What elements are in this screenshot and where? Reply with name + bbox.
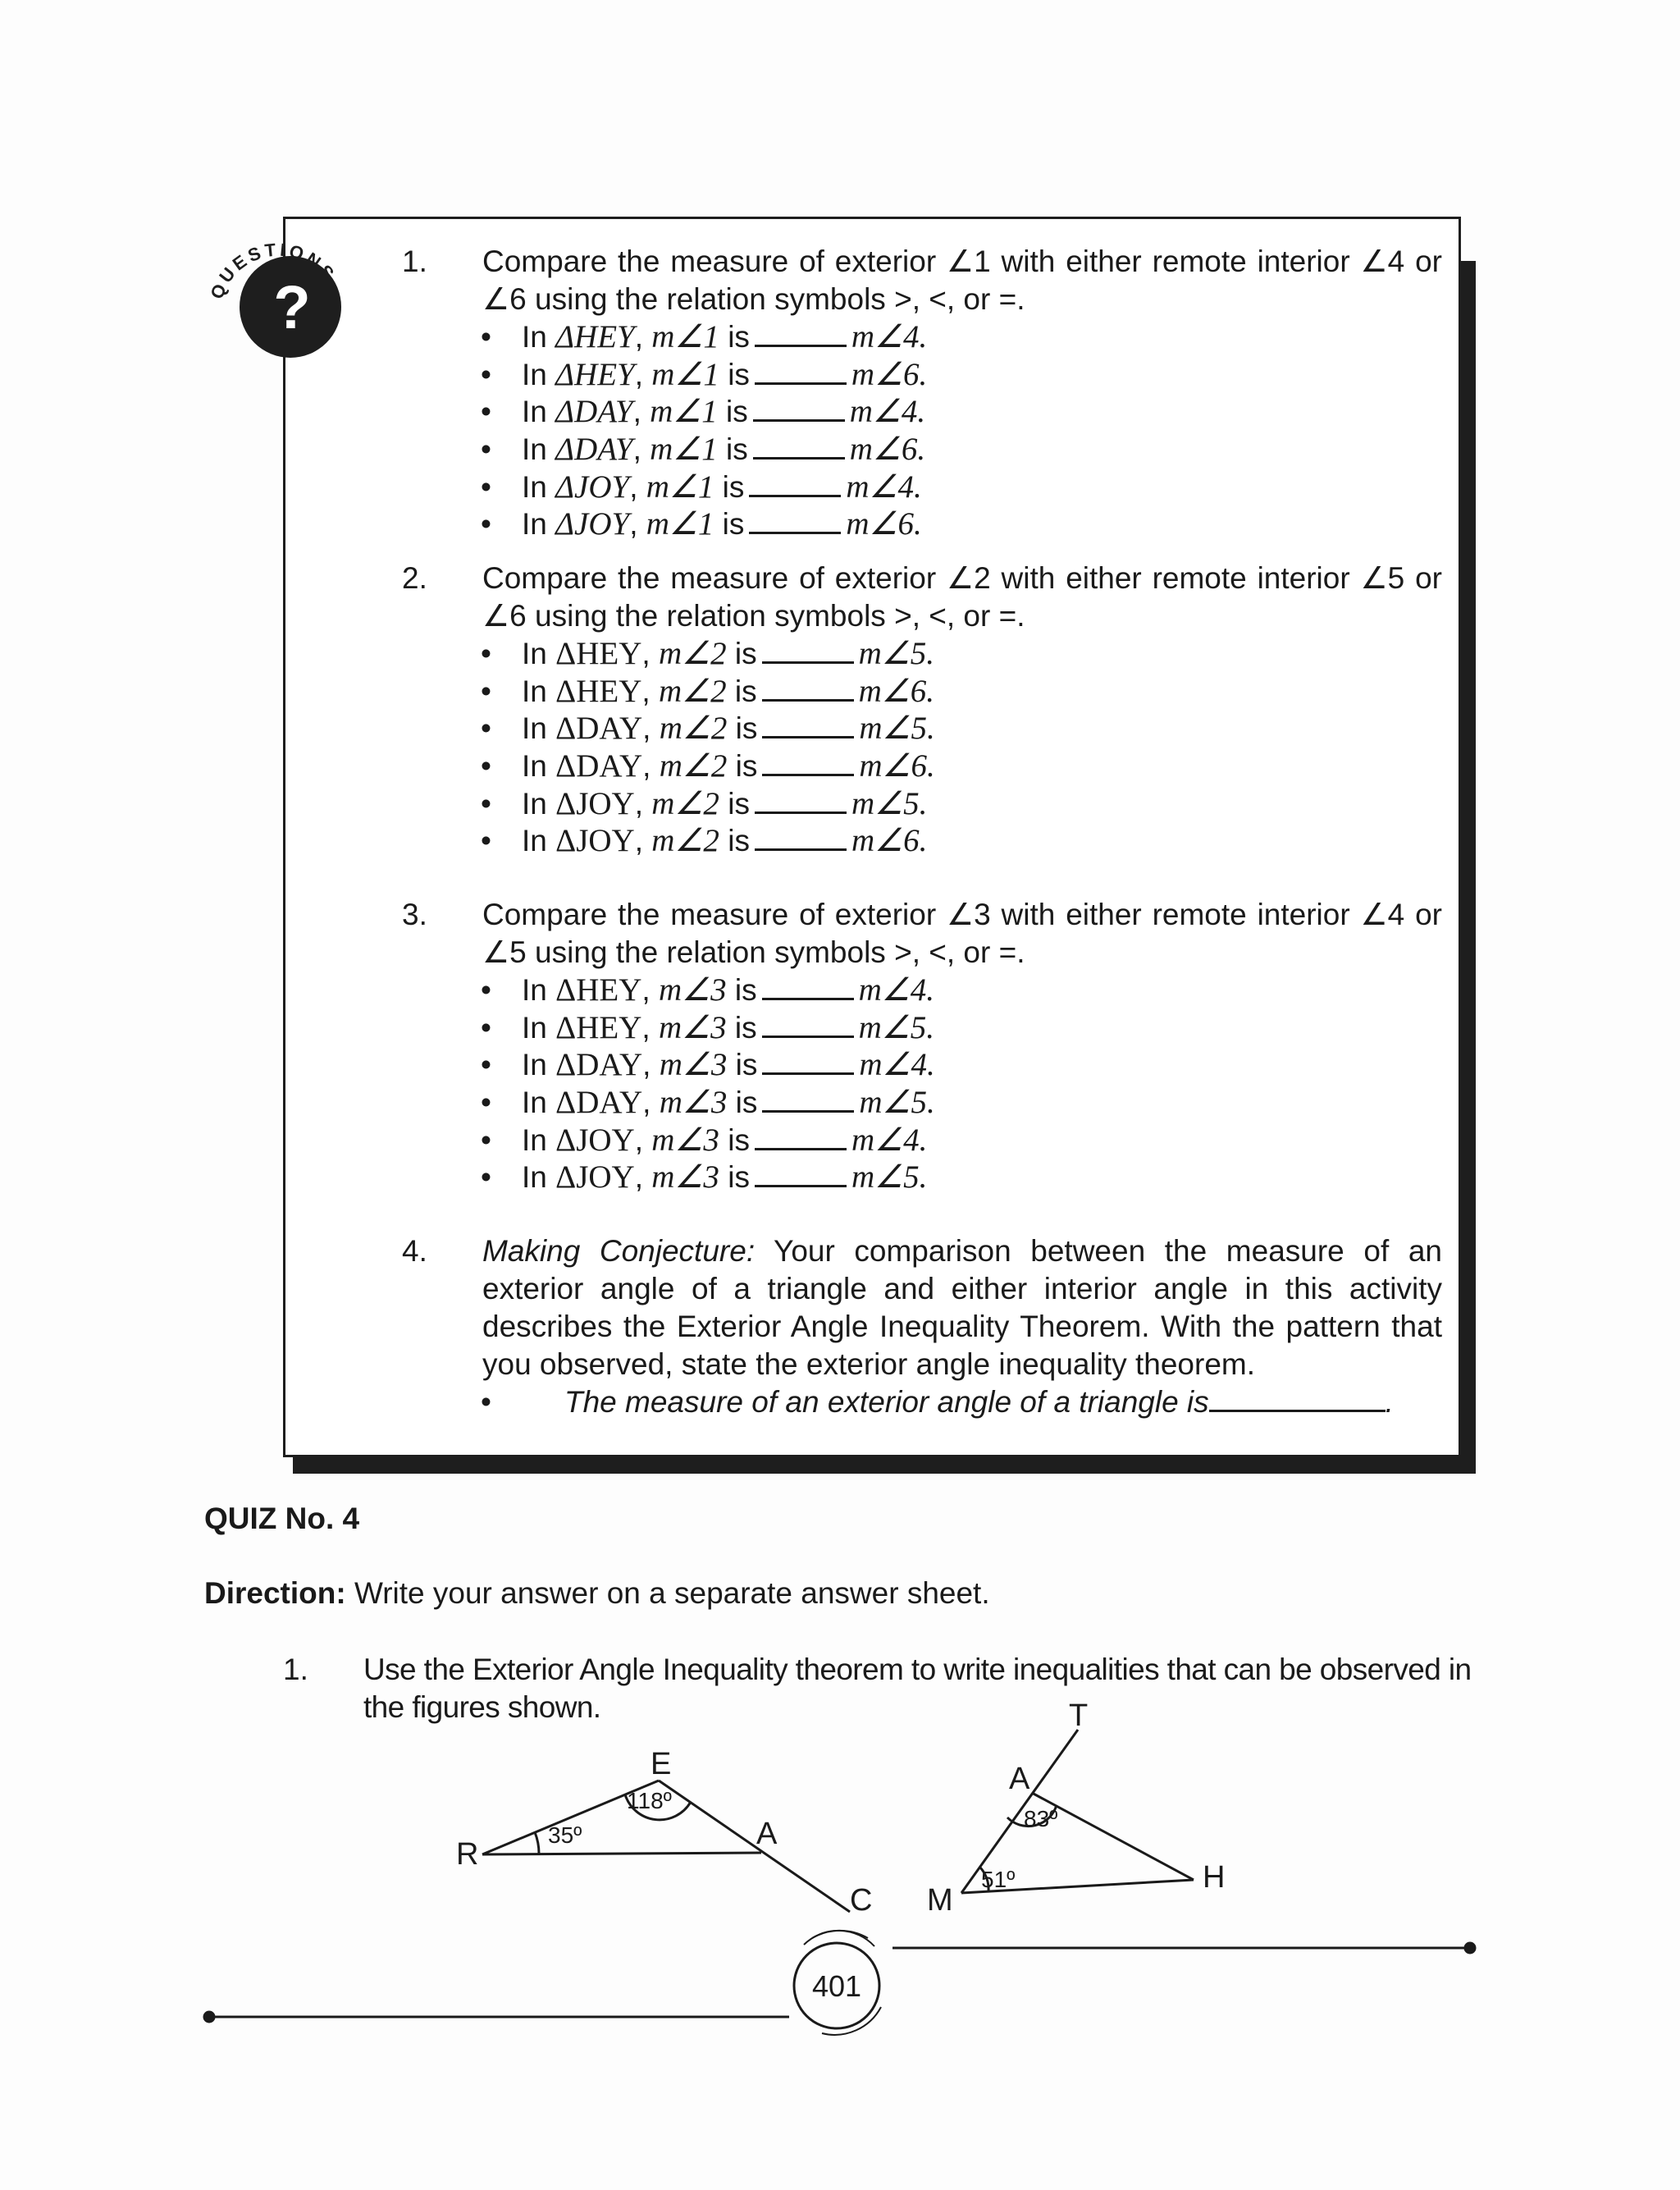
compared-angle: m∠4. (849, 394, 926, 430)
angle-measure: m∠3 (651, 1122, 719, 1158)
bullet-dot: • (481, 786, 491, 821)
bullet-suffix: is (717, 432, 748, 467)
bullet-suffix: is (719, 786, 750, 821)
triangle-name: ΔJOY (555, 1159, 635, 1196)
bullet-prefix: In (522, 1086, 556, 1120)
separator: , (642, 1086, 660, 1120)
compared-angle: m∠5. (851, 1159, 928, 1196)
triangle-name: ΔHEY (555, 1009, 642, 1045)
bullet-prefix: In (522, 973, 556, 1007)
question-4-body: Your comparison between the measure of an exterior angle of a triangle and either interior angle in this activity describes the Exterior Angle Inequality Theorem. With the pattern that you observed, state the exterior angle inequality theorem. (482, 1234, 1442, 1381)
compared-angle: m∠6. (849, 432, 926, 468)
compared-angle: m∠4. (846, 469, 922, 505)
bullet-prefix: In (522, 357, 556, 391)
separator: , (634, 320, 652, 354)
bullet-suffix: is (719, 824, 750, 858)
compared-angle: m∠6. (859, 748, 935, 784)
fig2-label-A: A (1009, 1762, 1030, 1796)
bullet-dot: • (481, 1160, 491, 1195)
bullet-prefix: In (522, 824, 556, 858)
bullet-suffix: is (727, 1048, 758, 1082)
fig2-label-T: T (1069, 1699, 1089, 1733)
fig1-label-C: C (850, 1883, 873, 1918)
quiz-item-text: Use the Exterior Angle Inequality theorem to write inequalities that can be observed in the figures shown. (363, 1653, 1472, 1724)
bullet-suffix: is (719, 1160, 750, 1195)
compared-angle: m∠5. (859, 1085, 935, 1121)
bullet-dot: • (481, 320, 491, 354)
bullet-prefix: In (522, 749, 556, 784)
separator: , (634, 1160, 652, 1195)
bullet-suffix: is (714, 469, 745, 504)
fig1-angle-E: 118º (627, 1788, 672, 1813)
triangle-name: ΔJOY (555, 1122, 635, 1158)
bullet-dot: • (481, 674, 491, 708)
making-conjecture-label: Making Conjecture: (482, 1234, 756, 1268)
bullet-suffix: is (727, 711, 758, 746)
bullet-dot: • (481, 1048, 491, 1082)
fig1-label-A: A (756, 1817, 778, 1851)
triangle-name: ΔDAY (555, 432, 633, 468)
bullet-suffix: is (717, 395, 748, 429)
bullet-dot: • (481, 1122, 491, 1157)
angle-measure: m∠3 (659, 1047, 728, 1083)
angle-measure: m∠3 (651, 1159, 719, 1196)
bullet-prefix: In (522, 711, 556, 746)
bullet-prefix: In (522, 674, 556, 708)
bullet-dot: • (481, 1385, 491, 1419)
bullet-dot: • (481, 637, 491, 670)
compared-angle: m∠6. (846, 506, 922, 542)
separator: , (629, 469, 646, 504)
angle-measure: m∠3 (658, 1009, 727, 1045)
compared-angle: m∠6. (851, 823, 928, 859)
bullet-suffix: is (727, 1086, 758, 1120)
fig1-label-E: E (651, 1747, 672, 1781)
bullet-dot: • (481, 432, 491, 467)
angle-measure: m∠2 (651, 785, 719, 821)
bullet-prefix: In (522, 1048, 556, 1082)
compared-angle: m∠4. (851, 1122, 928, 1158)
separator: , (634, 1122, 652, 1157)
quiz-title: QUIZ No. 4 (204, 1502, 360, 1535)
bullet-dot: • (481, 711, 491, 746)
bullet-dot: • (481, 973, 491, 1007)
triangle-name: ΔHEY (555, 319, 635, 354)
separator: , (642, 749, 660, 784)
question-4-number: 4. (402, 1234, 427, 1268)
bullet-prefix: In (522, 320, 556, 354)
bullet-dot: • (481, 357, 491, 391)
fig2-label-M: M (927, 1883, 953, 1918)
fig1-angle-R: 35º (548, 1822, 582, 1848)
angle-measure: m∠3 (658, 972, 727, 1008)
bullet-prefix: In (522, 786, 556, 821)
bullet-dot: • (481, 1010, 491, 1045)
bullet-dot: • (481, 507, 491, 542)
bullet-dot: • (481, 469, 491, 504)
separator: , (641, 674, 659, 708)
bullet-suffix: is (726, 637, 757, 670)
separator: , (634, 786, 652, 821)
separator: , (642, 1048, 660, 1082)
triangle-name: ΔDAY (555, 711, 643, 747)
quiz-item-number: 1. (283, 1653, 308, 1686)
question-1-number: 1. (402, 245, 427, 278)
separator: , (634, 824, 652, 858)
bullet-suffix: is (719, 357, 750, 391)
bullet-period: . (1385, 1385, 1394, 1419)
angle-measure: m∠1 (646, 469, 714, 505)
direction-label: Direction: (204, 1576, 346, 1610)
bullet-suffix: is (719, 320, 750, 354)
separator: , (642, 711, 660, 746)
triangle-name: ΔDAY (555, 1085, 643, 1121)
bullet-prefix: In (522, 637, 556, 670)
separator: , (632, 432, 651, 467)
bullet-dot: • (481, 749, 491, 784)
question-1-text: Compare the measure of exterior ∠1 with either remote interior ∠4 or ∠6 using the relation symbols >, <, or =. (482, 245, 1442, 316)
fig2-angle-A: 83º (1024, 1806, 1058, 1831)
question-2-text: Compare the measure of exterior ∠2 with either remote interior ∠5 or ∠6 using the relation symbols >, <, or =. (482, 561, 1442, 633)
bullet-prefix: In (522, 1122, 556, 1157)
triangle-name: ΔDAY (555, 748, 643, 784)
bullet-dot: • (481, 824, 491, 858)
triangle-name: ΔHEY (555, 673, 642, 709)
triangle-name: ΔJOY (555, 785, 635, 821)
angle-measure: m∠2 (659, 711, 728, 747)
bullet-prefix: In (522, 395, 556, 429)
compared-angle: m∠6. (858, 673, 934, 709)
compared-angle: m∠5. (858, 1009, 934, 1045)
direction-text: Write your answer on a separate answer sheet. (345, 1576, 990, 1610)
bullet-suffix: is (726, 674, 757, 708)
fig1-label-R: R (456, 1837, 479, 1872)
bullet-dot: • (481, 1086, 491, 1120)
separator: , (641, 1010, 659, 1045)
fig2-label-H: H (1203, 1860, 1226, 1895)
triangle-name: ΔJOY (555, 823, 635, 859)
bullet-prefix: In (522, 1010, 556, 1045)
separator: , (629, 507, 646, 542)
question-3-number: 3. (402, 898, 427, 931)
angle-measure: m∠2 (658, 636, 727, 671)
fig2-angle-M: 51º (981, 1867, 1016, 1892)
badge-text: QUESTIONS (206, 239, 340, 302)
bullet-suffix: is (714, 507, 745, 542)
separator: , (641, 637, 659, 670)
bullet-suffix: is (726, 1010, 757, 1045)
bullet-prefix: In (522, 469, 556, 504)
question-4-bullet-text: The measure of an exterior angle of a triangle is (564, 1385, 1209, 1419)
triangle-name: ΔDAY (555, 394, 633, 430)
angle-measure: m∠1 (650, 432, 718, 468)
question-mark-icon: ? (273, 273, 311, 341)
bullet-suffix: is (719, 1122, 750, 1157)
page-number: 401 (811, 1969, 862, 2003)
angle-measure: m∠2 (658, 673, 727, 709)
compared-angle: m∠5. (851, 785, 928, 821)
bullet-suffix: is (727, 749, 758, 784)
triangle-name: ΔHEY (555, 972, 642, 1008)
angle-measure: m∠1 (646, 506, 714, 542)
bullet-prefix: In (522, 432, 556, 467)
triangle-name: ΔJOY (555, 506, 630, 542)
bullet-prefix: In (522, 507, 556, 542)
compared-angle: m∠4. (851, 319, 928, 354)
compared-angle: m∠6. (851, 356, 928, 392)
compared-angle: m∠4. (858, 972, 934, 1008)
triangle-name: ΔJOY (555, 469, 630, 505)
angle-measure: m∠3 (659, 1085, 728, 1121)
triangle-name: ΔHEY (555, 636, 642, 671)
angle-measure: m∠1 (651, 356, 719, 392)
compared-angle: m∠5. (858, 636, 934, 671)
question-3-text: Compare the measure of exterior ∠3 with either remote interior ∠4 or ∠5 using the relation symbols >, <, or =. (482, 898, 1442, 969)
angle-measure: m∠1 (651, 319, 719, 354)
angle-measure: m∠2 (659, 748, 728, 784)
triangle-name: ΔDAY (555, 1047, 643, 1083)
compared-angle: m∠4. (859, 1047, 935, 1083)
bullet-dot: • (481, 395, 491, 429)
triangle-name: ΔHEY (555, 356, 635, 392)
bullet-prefix: In (522, 1160, 556, 1195)
separator: , (634, 357, 652, 391)
question-2-number: 2. (402, 561, 427, 595)
bullet-suffix: is (726, 973, 757, 1007)
angle-measure: m∠2 (651, 823, 719, 859)
separator: , (632, 395, 651, 429)
compared-angle: m∠5. (859, 711, 935, 747)
angle-measure: m∠1 (650, 394, 718, 430)
separator: , (641, 973, 659, 1007)
